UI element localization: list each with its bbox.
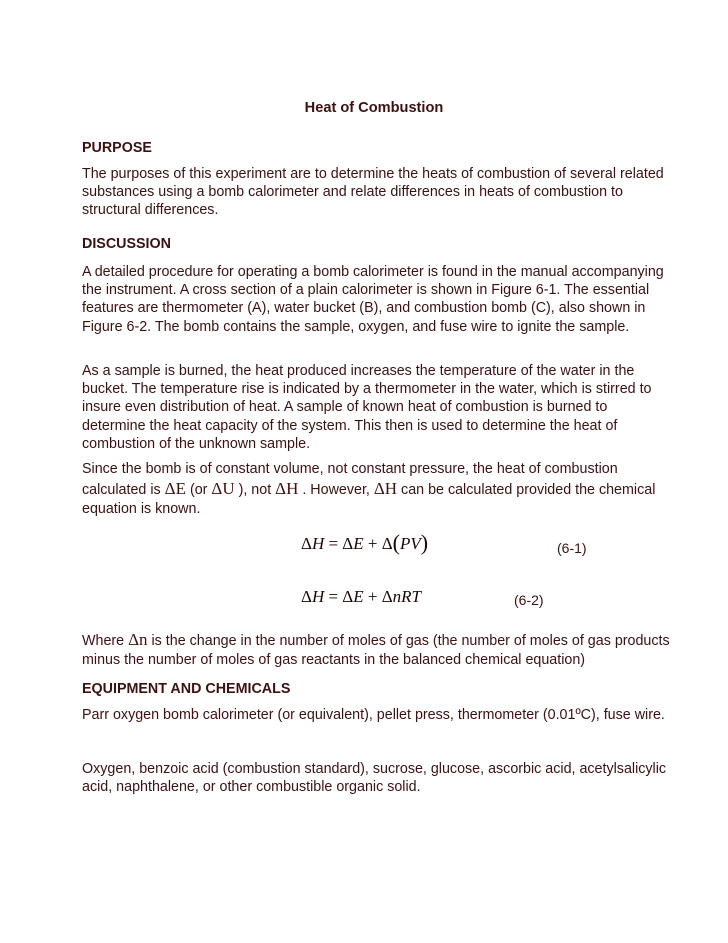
delta-u-symbol: ΔU — [211, 479, 235, 498]
delta-n-symbol: Δn — [128, 630, 148, 649]
paragraph-text: Since the bomb is of constant volume, not constant pressure, the heat of combustion calculated is — [82, 461, 618, 498]
paragraph-text: (or — [185, 482, 212, 498]
purpose-heading: PURPOSE — [82, 140, 152, 156]
delta-e-symbol: ΔE — [164, 479, 186, 498]
discussion-paragraph-1: A detailed procedure for operating a bomb calorimeter is found in the manual accompanying the instrument. A cross section of a plain calorimeter is shown in Figure 6-1. The essential features are thermometer (A), water bucket (B), and combustion bomb (C), also shown in Figure 6-2. The bomb contains the sample, oxygen, and fuse wire to ignite the sample. — [82, 264, 664, 335]
equipment-heading: EQUIPMENT AND CHEMICALS — [82, 681, 291, 697]
discussion-heading: DISCUSSION — [82, 236, 171, 252]
equation-6-2: ΔH = ΔE + ΔnRT — [301, 587, 422, 606]
discussion-paragraph-3 — [82, 460, 672, 519]
where-paragraph — [82, 630, 672, 670]
delta-h-symbol: ΔH — [275, 479, 299, 498]
equipment-paragraph-1: Parr oxygen bomb calorimeter (or equivalent), pellet press, thermometer (0.01ºC), fuse wire. — [82, 707, 665, 723]
paragraph-text: . However, — [298, 482, 374, 498]
paragraph-text: can be calculated provided the chemical equation is known. — [82, 482, 656, 517]
equation-number-6-1: (6-1) — [557, 540, 587, 556]
paragraph-text: Where — [82, 633, 129, 649]
discussion-paragraph-2: As a sample is burned, the heat produced increases the temperature of the water in the bucket. The temperature rise is indicated by a thermometer in the water, which is stirred to insure even distribution of heat. A sample of known heat of combustion is burned to determine the heat capacity of the system. This then is used to determine the heat of combustion of the unknown sample. — [82, 363, 652, 452]
paragraph-text: ), not — [234, 482, 276, 498]
equation-number-6-2: (6-2) — [514, 592, 544, 608]
purpose-paragraph: The purposes of this experiment are to determine the heats of combustion of several related substances using a bomb calorimeter and relate differences in heats of combustion to structural differences. — [82, 166, 664, 219]
document-title: Heat of Combustion — [304, 100, 444, 116]
equipment-paragraph-2: Oxygen, benzoic acid (combustion standard), sucrose, glucose, ascorbic acid, acetylsalicylic acid, naphthalene, or other combustible organic solid. — [82, 761, 667, 796]
delta-h-symbol: ΔH — [373, 479, 398, 498]
paragraph-text: is the change in the number of moles of gas (the number of moles of gas products minus the number of moles of gas reactants in the balanced chemical equation) — [82, 633, 670, 668]
equation-6-1: ΔH = ΔE + Δ(PV) — [301, 530, 429, 555]
